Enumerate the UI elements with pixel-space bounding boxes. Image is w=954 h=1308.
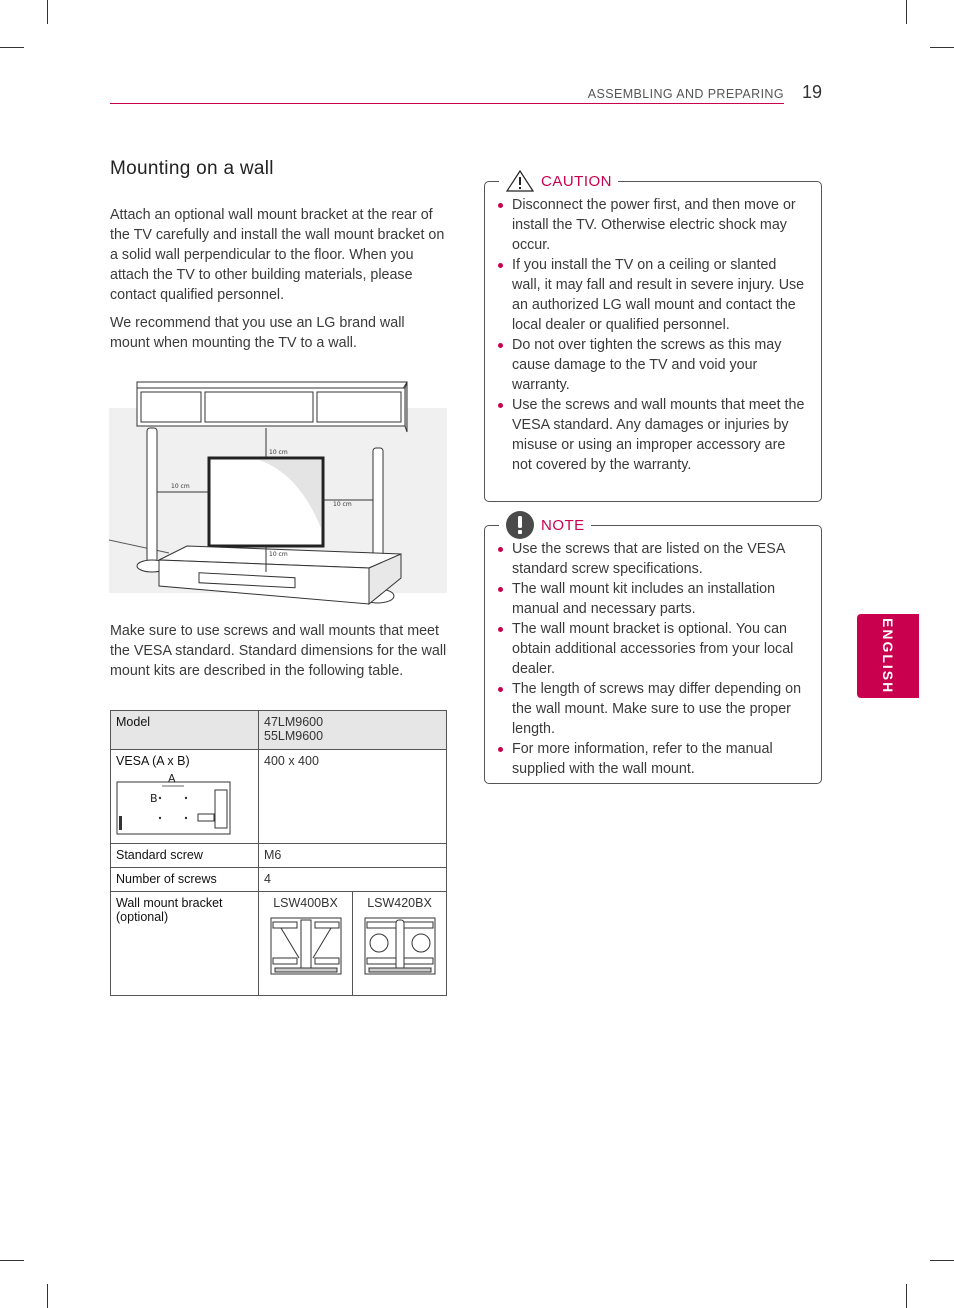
list-item: The wall mount bracket is optional. You can obtain additional accessories from your local dealer. xyxy=(498,619,808,679)
caution-box xyxy=(484,172,822,502)
screw-value: M6 xyxy=(259,844,447,868)
bracket-option xyxy=(259,892,352,995)
list-item: Do not over tighten the screws as this may cause damage to the TV and void your warranty. xyxy=(498,335,808,395)
vesa-label-cell xyxy=(111,750,259,844)
crop-mark xyxy=(0,1260,24,1261)
caution-list xyxy=(498,195,808,475)
table-row xyxy=(111,844,447,868)
crop-mark xyxy=(47,1284,48,1308)
bracket-lsw400bx-image xyxy=(269,916,343,978)
recommend-paragraph: We recommend that you use an LG brand wall mount when mounting the TV to a wall. xyxy=(110,315,405,351)
clearance-label-bottom: 10 cm xyxy=(269,551,288,558)
list-item: If you install the TV on a ceiling or slanted wall, it may fall and result in severe injury. Use an authorized LG wall mount and contact the local dealer or qualified personnel. xyxy=(498,255,808,335)
bracket-label: Wall mount bracket (optional) xyxy=(111,892,259,996)
vesa-value: 400 x 400 xyxy=(259,750,447,844)
vesa-spec-table xyxy=(110,710,447,996)
list-item: For more information, refer to the manual supplied with the wall mount. xyxy=(498,739,808,779)
note-list xyxy=(498,539,808,779)
note-label: NOTE xyxy=(541,516,585,534)
count-value: 4 xyxy=(259,868,447,892)
language-tab-label: ENGLISH xyxy=(880,617,896,695)
model-value: 47LM9600 xyxy=(264,715,324,729)
crop-mark xyxy=(906,0,907,24)
crop-mark xyxy=(930,1260,954,1261)
clearance-label-right: 10 cm xyxy=(333,501,352,508)
caution-label: CAUTION xyxy=(541,172,612,190)
bracket-cell xyxy=(259,892,447,996)
table-row xyxy=(111,868,447,892)
note-box xyxy=(484,516,822,784)
bracket-name: LSW400BX xyxy=(273,896,338,910)
caution-header xyxy=(499,169,618,193)
vesa-mark-b: B xyxy=(150,792,158,805)
vesa-label: VESA (A x B) xyxy=(116,754,190,768)
crop-mark xyxy=(47,0,48,24)
clearance-label-top: 10 cm xyxy=(269,449,288,456)
table-row xyxy=(111,750,447,844)
intro-paragraph: Attach an optional wall mount bracket at the rear of the TV carefully and install the wall mount bracket on a solid wall perpendicular to the floor. When you attach the TV to other building materials, please contact qualified personnel. xyxy=(110,207,445,303)
warning-triangle-icon xyxy=(505,169,535,193)
bracket-lsw420bx-image xyxy=(363,916,437,978)
bracket-option xyxy=(352,892,446,995)
header-rule xyxy=(110,103,784,104)
language-tab xyxy=(857,614,919,698)
crop-mark xyxy=(0,47,24,48)
vesa-mark-a: A xyxy=(168,772,176,785)
model-label: Model xyxy=(111,711,259,750)
section-header: ASSEMBLING AND PREPARING xyxy=(587,87,784,101)
list-item: Disconnect the power first, and then move or install the TV. Otherwise electric shock may occur. xyxy=(498,195,808,255)
wall-mount-illustration xyxy=(109,378,447,608)
clearance-label-left: 10 cm xyxy=(171,483,190,490)
note-header xyxy=(499,510,591,540)
vesa-diagram xyxy=(116,768,232,836)
exclamation-circle-icon xyxy=(505,510,535,540)
model-value: 55LM9600 xyxy=(264,729,324,743)
model-values-cell xyxy=(259,711,447,750)
count-label: Number of screws xyxy=(111,868,259,892)
list-item: The wall mount kit includes an installation manual and necessary parts. xyxy=(498,579,808,619)
page-title: Mounting on a wall xyxy=(110,158,274,179)
list-item: The length of screws may differ depending on the wall mount. Make sure to use the proper length. xyxy=(498,679,808,739)
table-row xyxy=(111,892,447,996)
list-item: Use the screws that are listed on the VESA standard screw specifications. xyxy=(498,539,808,579)
list-item: Use the screws and wall mounts that meet the VESA standard. Any damages or injuries by misuse or using an improper accessory are not covered by the warranty. xyxy=(498,395,808,475)
vesa-paragraph: Make sure to use screws and wall mounts that meet the VESA standard. Standard dimensions for the wall mount kits are described in the following table. xyxy=(110,623,447,679)
crop-mark xyxy=(906,1284,907,1308)
table-row xyxy=(111,711,447,750)
bracket-name: LSW420BX xyxy=(367,896,432,910)
screw-label: Standard screw xyxy=(111,844,259,868)
crop-mark xyxy=(930,47,954,48)
page-number: 19 xyxy=(802,82,823,102)
